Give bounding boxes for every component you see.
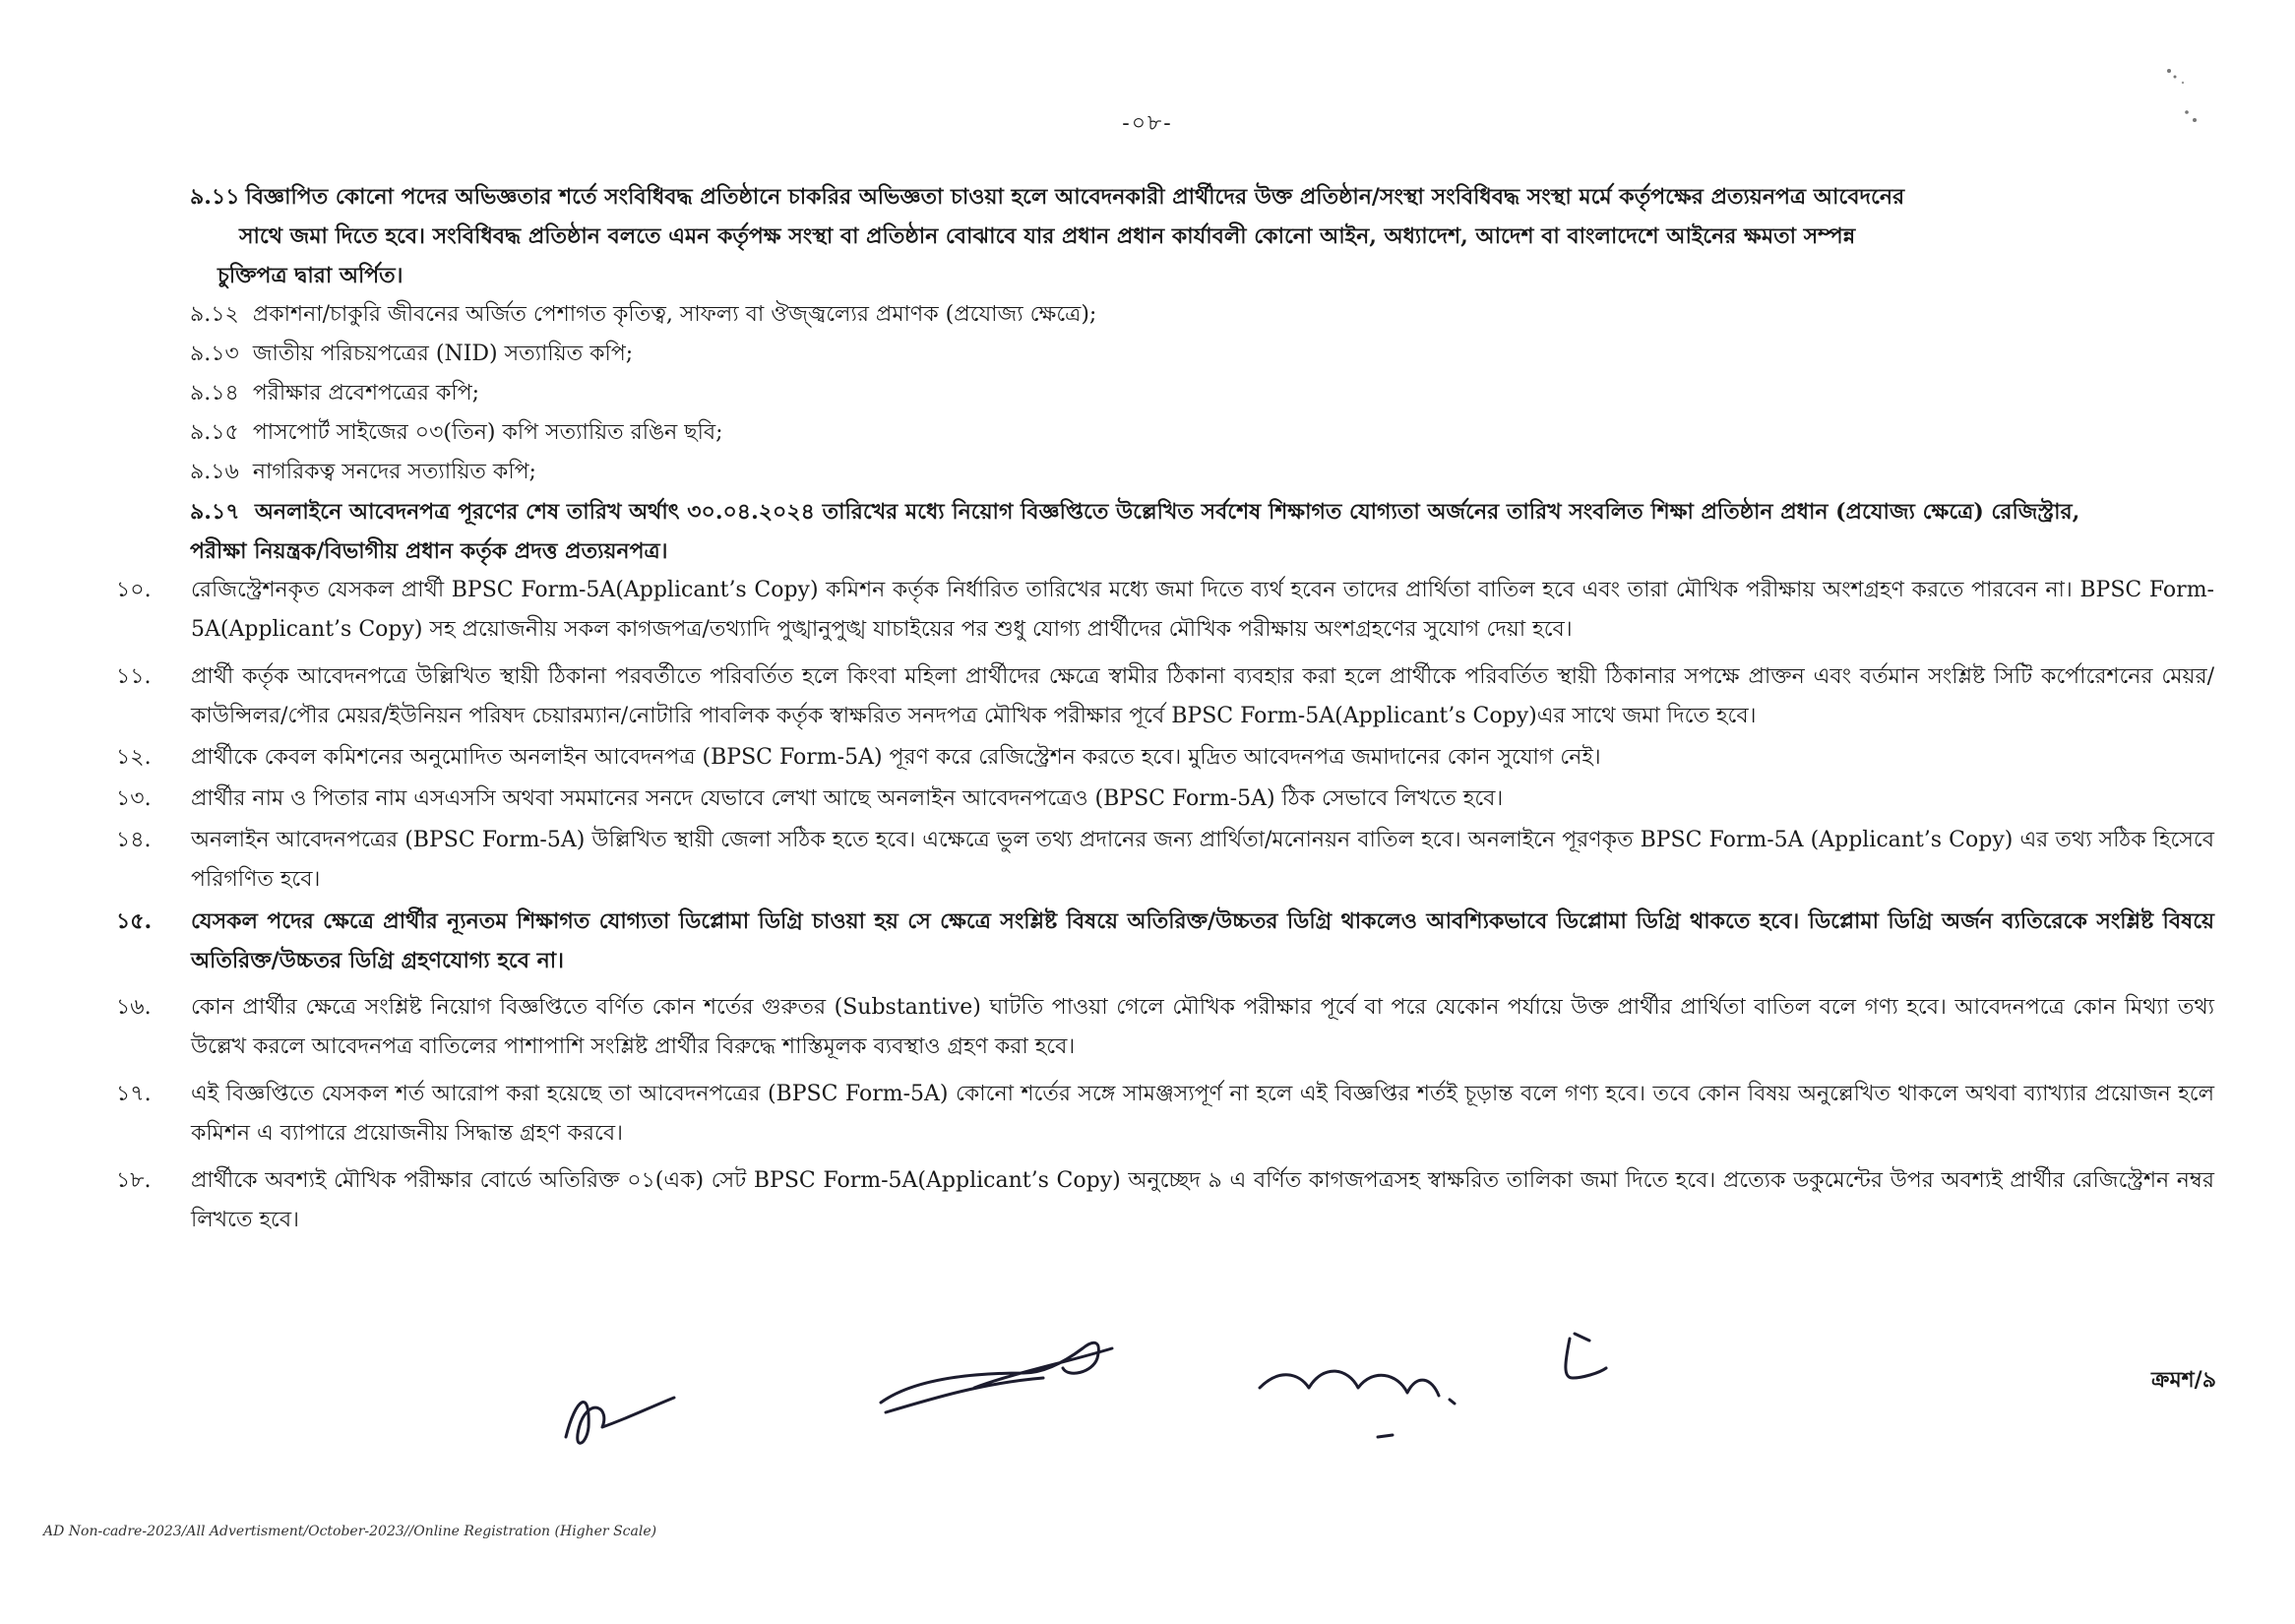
main-item-16: [116, 988, 2214, 1067]
sub-item-9-13: [190, 335, 2168, 374]
signature-1-icon: [566, 1398, 674, 1443]
signature-4-icon: [1566, 1334, 1606, 1378]
signature-2-icon: [881, 1343, 1112, 1412]
sub-item-number: ৯.১৩: [190, 342, 239, 366]
main-item-15: [116, 902, 2214, 980]
sub-item-line: চুক্তিপত্র দ্বারা অর্পিত।: [217, 263, 403, 288]
sub-item-text: প্রকাশনা/চাকুরি জীবনের অর্জিত পেশাগত কৃতিত্ব, সাফল্য বা ঔজ্জ্বল্যের প্রমাণক (প্রযোজ্য ক্ষেত্রে);: [252, 302, 1097, 327]
main-item-text: প্রার্থীর নাম ও পিতার নাম এসএসসি অথবা সমমানের সনদে যেভাবে লেখা আছে অনলাইন আবেদনপত্রেও (BPSC Form-5A) ঠিক সেভাবে লিখতে হবে।: [191, 786, 1504, 811]
sub-item-9-15: [190, 413, 2168, 453]
main-item-number: ১৫.: [116, 908, 153, 934]
signature-3-icon: [1260, 1371, 1455, 1437]
main-item-number: ১০.: [116, 578, 152, 602]
main-item-number: ১৩.: [116, 786, 152, 811]
main-item-text: কোন প্রার্থীর ক্ষেত্রে সংশ্লিষ্ট নিয়োগ বিজ্ঞপ্তিতে বর্ণিত কোন শর্তের গুরুতর (Substantive) ঘাটতি পাওয়া গেলে মৌখিক পরীক্ষার পূর্বে বা পরে যেকোন পর্যায়ে উক্ত প্রার্থীর প্রার্থিতা বাতিল বলে গণ্য হবে। আবেদনপত্রে কোন মিথ্যা তথ্য উল্লেখ করলে আবেদনপত্র বাতিলের পাশাপাশি সংশ্লিষ্ট প্রার্থীর বিরুদ্ধে শাস্তিমূলক ব্যবস্থাও গ্রহণ করা হবে।: [191, 995, 2214, 1059]
sub-item-line: সাথে জমা দিতে হবে। সংবিধিবদ্ধ প্রতিষ্ঠান বলতে এমন কর্তৃপক্ষ সংস্থা বা প্রতিষ্ঠান বোঝাবে যার প্রধান প্রধান কার্যাবলী কোনো আইন, অধ্যাদেশ, আদেশ বা বাংলাদেশে আইনের ক্ষমতা সম্পন্ন: [239, 223, 1856, 249]
main-item-text: প্রার্থী কর্তৃক আবেদনপত্রে উল্লিখিত স্থায়ী ঠিকানা পরবর্তীতে পরিবর্তিত হলে কিংবা মহিলা প্রার্থীদের ক্ষেত্রে স্বামীর ঠিকানা ব্যবহার করা হলে প্রার্থীকে পরিবর্তিত স্থায়ী ঠিকানার সপক্ষে প্রাক্তন এবং বর্তমান সংশ্লিষ্ট সিটি কর্পোরেশনের মেয়র/কাউন্সিলর/পৌর মেয়র/ইউনিয়ন পরিষদ চেয়ারম্যান/নোটারি পাবলিক কর্তৃক স্বাক্ষরিত সনদপত্র মৌখিক পরীক্ষার পূর্বে BPSC Form-5A(Applicant’s Copy)এর সাথে জমা দিতে হবে।: [191, 664, 2214, 728]
main-item-text: অনলাইন আবেদনপত্রের (BPSC Form-5A) উল্লিখিত স্থায়ী জেলা সঠিক হতে হবে। এক্ষেত্রে ভুল তথ্য প্রদানের জন্য প্রার্থিতা/মনোনয়ন বাতিল হবে। অনলাইনে পূরণকৃত BPSC Form-5A (Applicant’s Copy) এর তথ্য সঠিক হিসেবে পরিগণিত হবে।: [191, 828, 2214, 892]
main-item-number: ১৭.: [116, 1082, 152, 1106]
scanner-specks-icon: [2118, 59, 2197, 128]
sub-item-text: জাতীয় পরিচয়পত্রের (NID) সত্যায়িত কপি;: [252, 342, 634, 366]
main-item-11: [116, 657, 2214, 736]
sub-item-9-17: [190, 492, 2168, 571]
main-item-18: [116, 1161, 2214, 1240]
main-item-text: যেসকল পদের ক্ষেত্রে প্রার্থীর ন্যূনতম শিক্ষাগত যোগ্যতা ডিপ্লোমা ডিগ্রি চাওয়া হয় সে ক্ষেত্রে সংশ্লিষ্ট বিষয়ে অতিরিক্ত/উচ্চতর ডিগ্রি থাকলেও আবশ্যিকভাবে ডিপ্লোমা ডিগ্রি থাকতে হবে। ডিপ্লোমা ডিগ্রি অর্জন ব্যতিরেকে সংশ্লিষ্ট বিষয়ে অতিরিক্ত/উচ্চতর ডিগ্রি গ্রহণযোগ্য হবে না।: [191, 908, 2214, 973]
signatures: [0, 1280, 2295, 1476]
sub-item-line: অনলাইনে আবেদনপত্র পূরণের শেষ তারিখ অর্থাৎ ৩০.০৪.২০২৪ তারিখের মধ্যে নিয়োগ বিজ্ঞপ্তিতে উল্লেখিত সর্বশেষ শিক্ষাগত যোগ্যতা অর্জনের তারিখ সংবলিত শিক্ষা প্রতিষ্ঠান প্রধান (প্রযোজ্য ক্ষেত্রে) রেজিস্ট্রার,: [254, 499, 2080, 525]
sub-item-list: [190, 177, 2168, 571]
main-item-text: প্রার্থীকে অবশ্যই মৌখিক পরীক্ষার বোর্ডে অতিরিক্ত ০১(এক) সেট BPSC Form-5A(Applicant’s Copy) অনুচ্ছেদ ৯ এ বর্ণিত কাগজপত্রসহ স্বাক্ষরিত তালিকা জমা দিতে হবে। প্রত্যেক ডকুমেন্টের উপর অবশ্যই প্রার্থীর রেজিস্ট্রেশন নম্বর লিখতে হবে।: [191, 1168, 2214, 1232]
main-item-12: [116, 738, 2214, 778]
main-item-10: [116, 571, 2214, 650]
main-item-number: ১৪.: [116, 828, 152, 852]
sub-item-number: ৯.১৬: [190, 460, 239, 484]
sub-item-text: নাগরিকত্ব সনদের সত্যায়িত কপি;: [252, 460, 536, 484]
main-item-text: প্রার্থীকে কেবল কমিশনের অনুমোদিত অনলাইন আবেদনপত্র (BPSC Form-5A) পূরণ করে রেজিস্ট্রেশন করতে হবে। মুদ্রিত আবেদনপত্র জমাদানের কোন সুযোগ নেই।: [191, 745, 1601, 770]
sub-item-line: পরীক্ষা নিয়ন্ত্রক/বিভাগীয় প্রধান কর্তৃক প্রদত্ত প্রত্যয়নপত্র।: [190, 538, 668, 564]
page-number: -০৮-: [1122, 111, 1173, 136]
sub-item-9-16: [190, 453, 2168, 492]
main-item-number: ১১.: [116, 664, 152, 689]
sub-item-9-14: [190, 374, 2168, 413]
main-item-text: এই বিজ্ঞপ্তিতে যেসকল শর্ত আরোপ করা হয়েছে তা আবেদনপত্রের (BPSC Form-5A) কোনো শর্তের সঙ্গে সামঞ্জস্যপূর্ণ না হলে এই বিজ্ঞপ্তির শর্তই চূড়ান্ত বলে গণ্য হবে। তবে কোন বিষয় অনুল্লেখিত থাকলে অথবা ব্যাখ্যার প্রয়োজন হলে কমিশন এ ব্যাপারে প্রয়োজনীয় সিদ্ধান্ত গ্রহণ করবে।: [191, 1082, 2214, 1146]
main-item-14: [116, 821, 2214, 900]
sub-item-number: ৯.১৪: [190, 381, 239, 406]
sub-item-9-12: [190, 295, 2168, 335]
main-item-number: ১৮.: [116, 1168, 152, 1193]
main-item-13: [116, 780, 2214, 819]
sub-item-number: ৯.১৫: [190, 420, 239, 445]
main-item-number: ১৬.: [116, 995, 152, 1020]
sub-item-line: বিজ্ঞাপিত কোনো পদের অভিজ্ঞতার শর্তে সংবিধিবদ্ধ প্রতিষ্ঠানে চাকরির অভিজ্ঞতা চাওয়া হলে আবেদনকারী প্রার্থীদের উক্ত প্রতিষ্ঠান/সংস্থা সংবিধিবদ্ধ সংস্থা মর্মে কর্তৃপক্ষের প্রত্যয়নপত্র আবেদনের: [245, 184, 1905, 210]
main-item-text: রেজিস্ট্রেশনকৃত যেসকল প্রার্থী BPSC Form-5A(Applicant’s Copy) কমিশন কর্তৃক নির্ধারিত তারিখের মধ্যে জমা দিতে ব্যর্থ হবেন তাদের প্রার্থিতা বাতিল হবে এবং তারা মৌখিক পরীক্ষায় অংশগ্রহণ করতে পারবেন না। BPSC Form-5A(Applicant’s Copy) সহ প্রয়োজনীয় সকল কাগজপত্র/তথ্যাদি পুঙ্খানুপুঙ্খ যাচাইয়ের পর শুধু যোগ্য প্রার্থীদের মৌখিক পরীক্ষায় অংশগ্রহণের সুযোগ দেয়া হবে।: [191, 578, 2214, 642]
sub-item-number: ৯.১২: [190, 302, 239, 327]
sub-item-text: পরীক্ষার প্রবেশপত্রের কপি;: [252, 381, 480, 406]
main-item-list: [116, 571, 2214, 1242]
footer-reference: AD Non-cadre-2023/All Advertisment/October-2023//Online Registration (Higher Scale): [43, 1524, 657, 1539]
sub-item-text: পাসপোর্ট সাইজের ০৩(তিন) কপি সত্যায়িত রঙিন ছবি;: [252, 420, 723, 445]
continued-label: ক্রমশ/৯: [2151, 1367, 2216, 1393]
sub-item-number: ৯.১১: [190, 184, 240, 210]
sub-item-9-11: [190, 177, 2168, 295]
main-item-number: ১২.: [116, 745, 152, 770]
main-item-17: [116, 1075, 2214, 1154]
sub-item-number: ৯.১৭: [190, 499, 240, 525]
